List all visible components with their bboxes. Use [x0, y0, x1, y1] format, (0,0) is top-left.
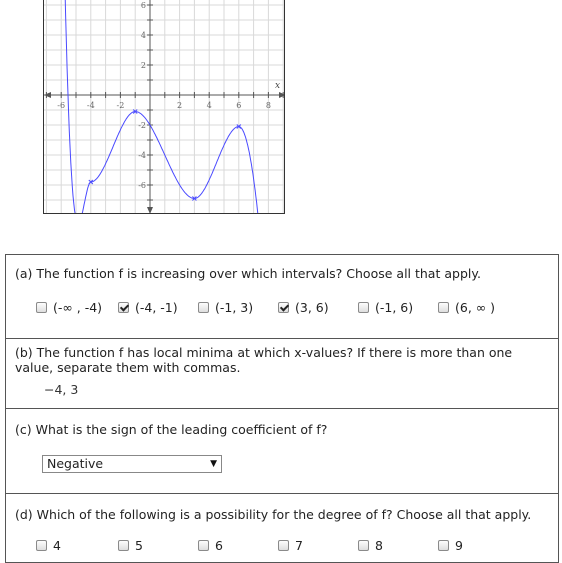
select-value: Negative	[47, 456, 104, 471]
option-a-1[interactable]	[118, 300, 178, 315]
option-a-3[interactable]	[278, 300, 329, 315]
x-tick-label: 2	[177, 101, 183, 110]
checkbox[interactable]	[198, 540, 209, 551]
graph-svg	[44, 0, 285, 214]
x-axis-arrow-left	[44, 92, 51, 98]
question-b-text: (b) The function f has local minima at which x-values? If there is more than one value, separate them with commas.	[15, 345, 513, 375]
option-a-0[interactable]	[36, 300, 102, 315]
option-a-4[interactable]	[358, 300, 413, 315]
option-label: (-4, -1)	[135, 300, 178, 315]
checkbox[interactable]	[118, 540, 129, 551]
checkbox[interactable]	[198, 302, 209, 313]
option-a-2[interactable]	[198, 300, 253, 315]
option-label: 9	[455, 538, 463, 553]
y-axis-arrow-down	[147, 207, 153, 214]
checkbox[interactable]	[358, 540, 369, 551]
option-label: (-1, 6)	[375, 300, 414, 315]
checkbox[interactable]	[278, 540, 289, 551]
question-a-text: (a) The function f is increasing over which intervals? Choose all that apply.	[15, 266, 481, 281]
question-a-panel	[5, 254, 559, 339]
x-axis-label: x	[275, 81, 281, 91]
y-tick-label: -4	[138, 151, 146, 160]
x-tick-label: -4	[86, 101, 95, 110]
x-tick-label: 6	[236, 101, 242, 110]
x-tick-label: 4	[206, 101, 212, 110]
y-tick-label: 6	[140, 1, 146, 10]
graph-grid	[44, 0, 285, 214]
option-label: 4	[53, 538, 61, 553]
question-b-answer[interactable]: −4, 3	[44, 382, 79, 397]
x-tick-label: -2	[116, 101, 125, 110]
checkbox[interactable]	[438, 540, 449, 551]
checkbox[interactable]	[118, 302, 129, 313]
question-d-panel	[5, 493, 559, 563]
question-b-panel	[5, 338, 559, 409]
y-tick-label: -6	[138, 181, 146, 190]
option-label: 6	[215, 538, 223, 553]
option-label: (3, 6)	[295, 300, 329, 315]
checkbox[interactable]	[358, 302, 369, 313]
x-tick-label: -6	[57, 101, 66, 110]
option-label: 8	[375, 538, 383, 553]
x-tick-label: 8	[265, 101, 271, 110]
option-a-5[interactable]	[438, 300, 495, 315]
question-c-text: (c) What is the sign of the leading coefficient of f?	[15, 422, 328, 437]
y-tick-label: 4	[140, 31, 146, 40]
x-axis-arrow-right	[279, 92, 285, 98]
checkbox[interactable]	[36, 302, 47, 313]
checkbox[interactable]	[36, 540, 47, 551]
question-d-text: (d) Which of the following is a possibility for the degree of f? Choose all that apply.	[15, 507, 532, 522]
checkbox[interactable]	[278, 302, 289, 313]
question-c-panel	[5, 408, 559, 494]
option-label: 5	[135, 538, 143, 553]
y-tick-label: -2	[138, 121, 146, 130]
leading-coefficient-select[interactable]	[42, 455, 222, 473]
function-graph	[43, 0, 285, 214]
option-label: 7	[295, 538, 303, 553]
option-label: (-∞ , -4)	[53, 300, 103, 315]
checkbox[interactable]	[438, 302, 449, 313]
y-tick-label: 2	[140, 61, 146, 70]
option-label: (-1, 3)	[215, 300, 254, 315]
dropdown-arrow-icon: ▼	[210, 459, 217, 469]
option-label: (6, ∞ )	[455, 300, 496, 315]
